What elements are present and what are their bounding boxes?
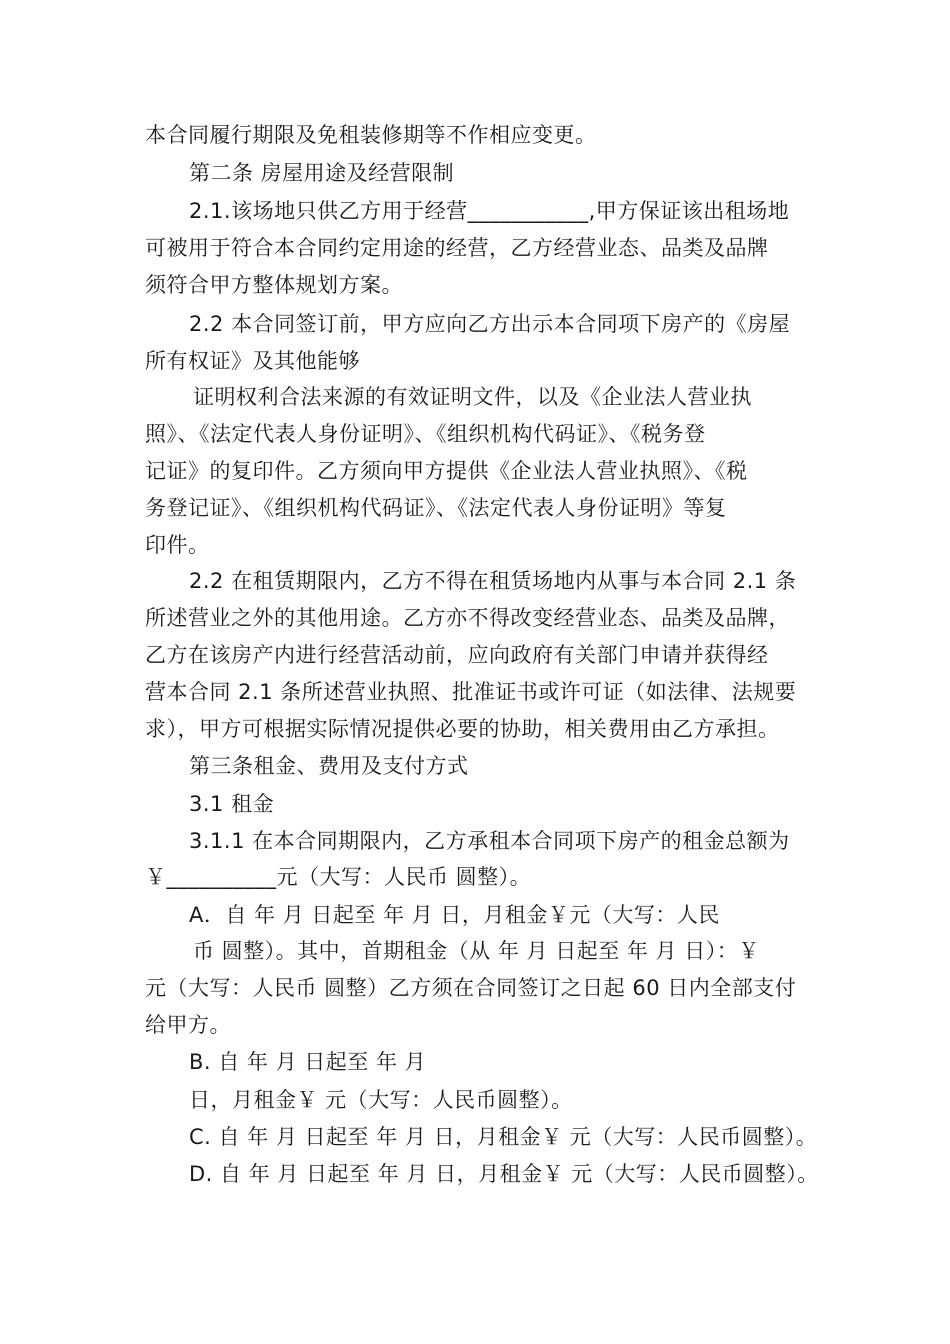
section-heading: 第二条 房屋用途及经营限制 (189, 161, 455, 185)
text-line: C. 自 年 月 日起至 年 月 日，月租金￥ 元（大写：人民币圆整）。 (189, 1125, 818, 1149)
text-line: A．自 年 月 日起至 年 月 日，月租金￥元（大写：人民 (189, 903, 720, 927)
text-line: 2.2 本合同签订前，甲方应向乙方出示本合同项下房产的《房屋 (189, 312, 791, 336)
text-line: 须符合甲方整体规划方案。 (145, 273, 403, 297)
text-line: 证明权利合法来源的有效证明文件，以及《企业法人营业执 (193, 385, 752, 409)
subsection-heading: 3.1 租金 (189, 792, 275, 816)
text-line: 本合同履行期限及免租装修期等不作相应变更。 (145, 123, 597, 147)
text-line: 2.1.该场地只供乙方用于经营___________,甲方保证该出租场地 (189, 199, 790, 223)
text-line: 所有权证》及其他能够 (145, 349, 360, 373)
text-line: 币 圆整）。其中，首期租金（从 年 月 日起至 年 月 日）：￥ (193, 939, 760, 963)
text-line: 乙方在该房产内进行经营活动前，应向政府有关部门申请并获得经 (145, 643, 769, 667)
text-line: 3.1.1 在本合同期限内，乙方承租本合同项下房产的租金总额为 (189, 829, 790, 853)
text-line: 印件。 (145, 533, 210, 557)
section-heading: 第三条租金、费用及支付方式 (189, 754, 469, 778)
text-line: 日，月租金￥ 元（大写：人民币圆整）。 (189, 1088, 573, 1112)
text-line: ￥__________元（大写：人民币 圆整）。 (145, 865, 532, 889)
text-line: 可被用于符合本合同约定用途的经营，乙方经营业态、品类及品牌 (145, 236, 769, 260)
text-line: 给甲方。 (145, 1013, 231, 1037)
text-line: B. 自 年 月 日起至 年 月 (189, 1050, 427, 1074)
text-line: 务登记证》、《组织机构代码证》、《法定代表人身份证明》等复 (145, 496, 727, 520)
text-line: 所述营业之外的其他用途。乙方亦不得改变经营业态、品类及品牌， (145, 606, 790, 630)
text-line: 照》、《法定代表人身份证明》、《组织机构代码证》、《税务登 (145, 422, 706, 446)
text-line: 元（大写：人民币 圆整）乙方须在合同签订之日起 60 日内全部支付 (145, 976, 797, 1000)
text-line: 2.2 在租赁期限内，乙方不得在租赁场地内从事与本合同 2.1 条 (189, 569, 797, 593)
text-line: D. 自 年 月 日起至 年 月 日，月租金￥ 元（大写：人民币圆整）。 (189, 1162, 819, 1186)
text-line: 营本合同 2.1 条所述营业执照、批准证书或许可证（如法律、法规要 (145, 680, 797, 704)
text-line: 求），甲方可根据实际情况提供必要的协助，相关费用由乙方承担。 (145, 717, 780, 741)
text-line: 记证》的复印件。乙方须向甲方提供《企业法人营业执照》、《税 (145, 459, 748, 483)
